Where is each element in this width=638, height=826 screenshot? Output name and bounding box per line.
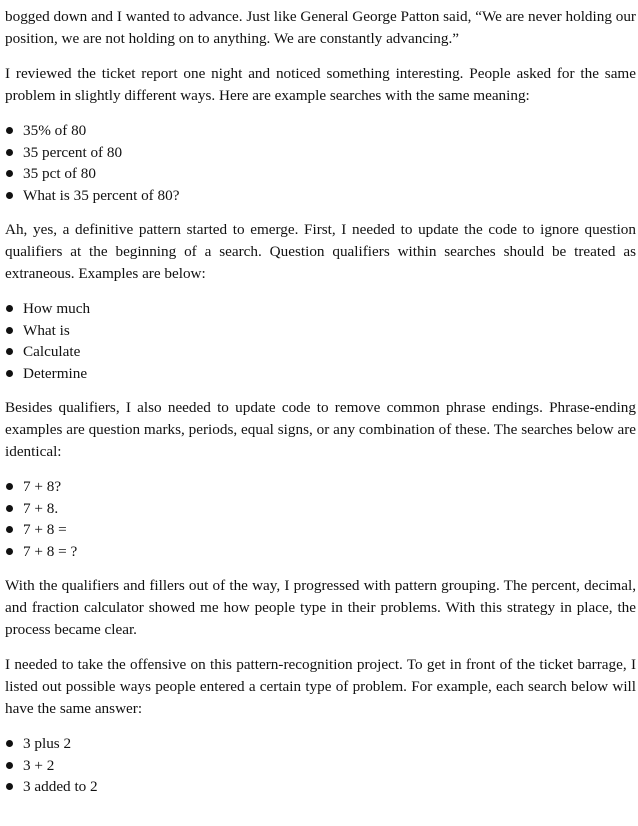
list-item: What is 35 percent of 80? [5,185,636,207]
list-item: 3 added to 2 [5,776,636,798]
bullet-icon [6,483,13,490]
list-item: Calculate [5,341,636,363]
list-item: 35 percent of 80 [5,142,636,164]
list-addition-searches [5,733,636,798]
bullet-icon [6,305,13,312]
list-phrase-endings [5,476,636,562]
bullet-icon [6,348,13,355]
list-item: 7 + 8. [5,498,636,520]
bullet-icon [6,127,13,134]
list-item: 3 plus 2 [5,733,636,755]
list-item: What is [5,320,636,342]
bullet-icon [6,548,13,555]
bullet-icon [6,192,13,199]
list-item: Determine [5,363,636,385]
list-qualifiers [5,298,636,384]
list-item: 3 + 2 [5,755,636,777]
paragraph-patton-quote: bogged down and I wanted to advance. Just like General George Patton said, “We are never holding our position, we are not holding on to anything. We are constantly advancing.” [5,8,636,47]
bullet-icon [6,370,13,377]
bullet-icon [6,526,13,533]
paragraph-ticket-report: I reviewed the ticket report one night and noticed something interesting. People asked for the same problem in slightly different ways. Here are example searches with the same meaning: [5,65,636,104]
bullet-icon [6,149,13,156]
bullet-icon [6,783,13,790]
bullet-icon [6,505,13,512]
list-item: 7 + 8 = ? [5,541,636,563]
bullet-icon [6,170,13,177]
list-item: 7 + 8 = [5,519,636,541]
list-item: How much [5,298,636,320]
paragraph-phrase-endings: Besides qualifiers, I also needed to update code to remove common phrase endings. Phrase-ending examples are question marks, periods, equal signs, or any combination of these. The searches below are identical: [5,399,636,460]
list-item: 7 + 8? [5,476,636,498]
paragraph-offensive: I needed to take the offensive on this pattern-recognition project. To get in front of the ticket barrage, I listed out possible ways people entered a certain type of problem. For example, each search below will have the same answer: [5,656,636,717]
bullet-icon [6,327,13,334]
list-percent-searches [5,120,636,206]
bullet-icon [6,762,13,769]
list-item: 35 pct of 80 [5,163,636,185]
paragraph-pattern-emerge: Ah, yes, a definitive pattern started to emerge. First, I needed to update the code to ignore question qualifiers at the beginning of a search. Question qualifiers within searches should be treated as extraneous. Examples are below: [5,221,636,282]
bullet-icon [6,740,13,747]
paragraph-pattern-grouping: With the qualifiers and fillers out of the way, I progressed with pattern grouping. The percent, decimal, and fraction calculator showed me how people type in their problems. With this strategy in place, the process became clear. [5,577,636,638]
list-item: 35% of 80 [5,120,636,142]
